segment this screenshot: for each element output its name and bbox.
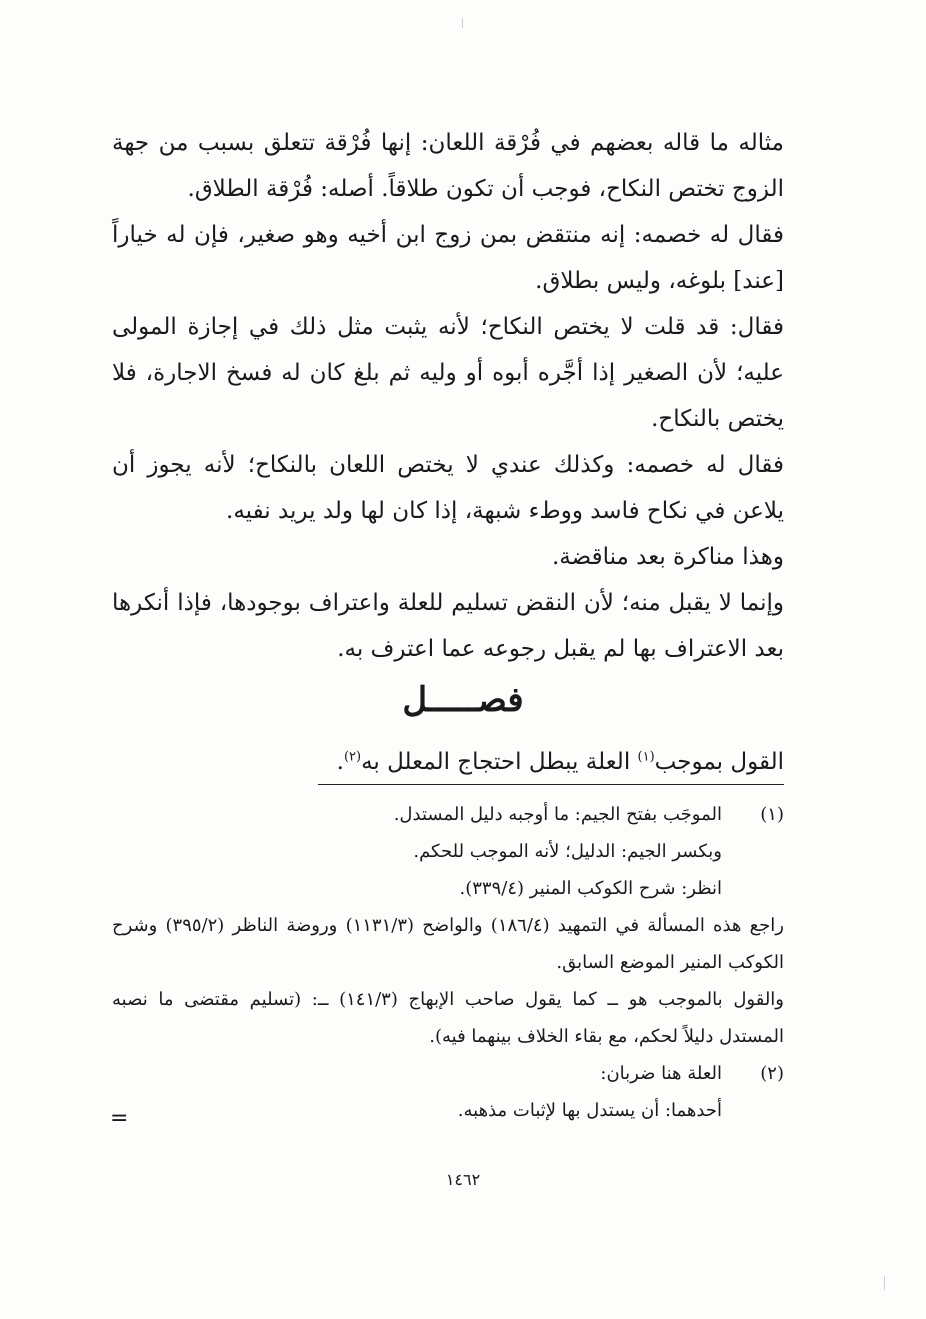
footnote-number: (١)	[760, 804, 784, 825]
footnote-ref-2: (٢)	[343, 749, 362, 765]
footnote	[112, 796, 784, 1055]
footnote-body	[112, 1055, 722, 1129]
footnote-body	[112, 796, 784, 1055]
section-heading-wrap	[0, 672, 926, 728]
footnote-line: الموجَب بفتح الجيم: ما أوجبه دليل المستدل.	[393, 804, 722, 825]
footnote-line: وبكسر الجيم: الدليل؛ لأنه الموجب للحكم.	[413, 841, 722, 862]
footnote-line: والقول بالموجب هو ــ كما يقول صاحب الإبهاج (١٤١/٣) ــ: (تسليم مقتضى ما نصبه المستدل دليلاً لحكم، مع بقاء الخلاف بينهما فيه).	[112, 989, 784, 1047]
footnotes	[112, 796, 784, 1129]
paragraph: فقال له خصمه: إنه منتقض بمن زوج ابن أخيه وهو صغير، فإن له خياراً [عند] بلوغه، وليس بطلاق.	[112, 222, 784, 294]
footnote-line: العلة هنا ضربان:	[600, 1063, 722, 1084]
continuation-mark: =	[110, 1106, 129, 1131]
section-intro	[318, 740, 784, 785]
crop-mark	[884, 1276, 885, 1290]
footnote-line: أحدهما: أن يستدل بها لإثبات مذهبه.	[457, 1100, 722, 1121]
paragraph: وهذا مناكرة بعد مناقضة.	[551, 544, 784, 570]
paragraph: فقال له خصمه: وكذلك عندي لا يختص اللعان بالنكاح؛ لأنه يجوز أن يلاعن في نكاح فاسد ووطء شبهة، إذا كان لها ولد يريد نفيه.	[112, 452, 784, 524]
intro-text: العلة يبطل احتجاج المعلل به	[361, 749, 638, 775]
page-number: ١٤٦٢	[445, 1170, 481, 1189]
footnote-ref-1: (١)	[637, 749, 655, 765]
intro-text: .	[336, 749, 344, 775]
crop-mark	[462, 18, 463, 28]
footnote	[112, 1055, 784, 1129]
paragraph: مثاله ما قاله بعضهم في فُرْقة اللعان: إنها فُرْقة تتعلق بسبب من جهة الزوج تختص النكاح، فوجب أن تكون طلاقاً. أصله: فُرْقة الطلاق.	[112, 130, 784, 202]
intro-text: القول بموجب	[654, 749, 784, 775]
paragraph: فقال: قد قلت لا يختص النكاح؛ لأنه يثبت مثل ذلك في إجازة المولى عليه؛ لأن الصغير إذا أجَّره أبوه أو وليه ثم بلغ كان له فسخ الاجارة، فلا يختص بالنكاح.	[112, 314, 784, 432]
footnote-number: (٢)	[760, 1063, 784, 1084]
main-text	[112, 120, 784, 672]
paragraph: وإنما لا يقبل منه؛ لأن النقض تسليم للعلة واعتراف بوجودها، فإذا أنكرها بعد الاعتراف بها لم يقبل رجوعه عما اعترف به.	[112, 590, 784, 662]
footnote-line: انظر: شرح الكوكب المنير (٣٣٩/٤).	[459, 878, 722, 899]
section-heading: فصـــــل	[402, 680, 524, 720]
footnote-line: راجع هذه المسألة في التمهيد (١٨٦/٤) والواضح (١١٣١/٣) وروضة الناظر (٣٩٥/٢) وشرح الكوكب المنير الموضع السابق.	[112, 915, 784, 973]
